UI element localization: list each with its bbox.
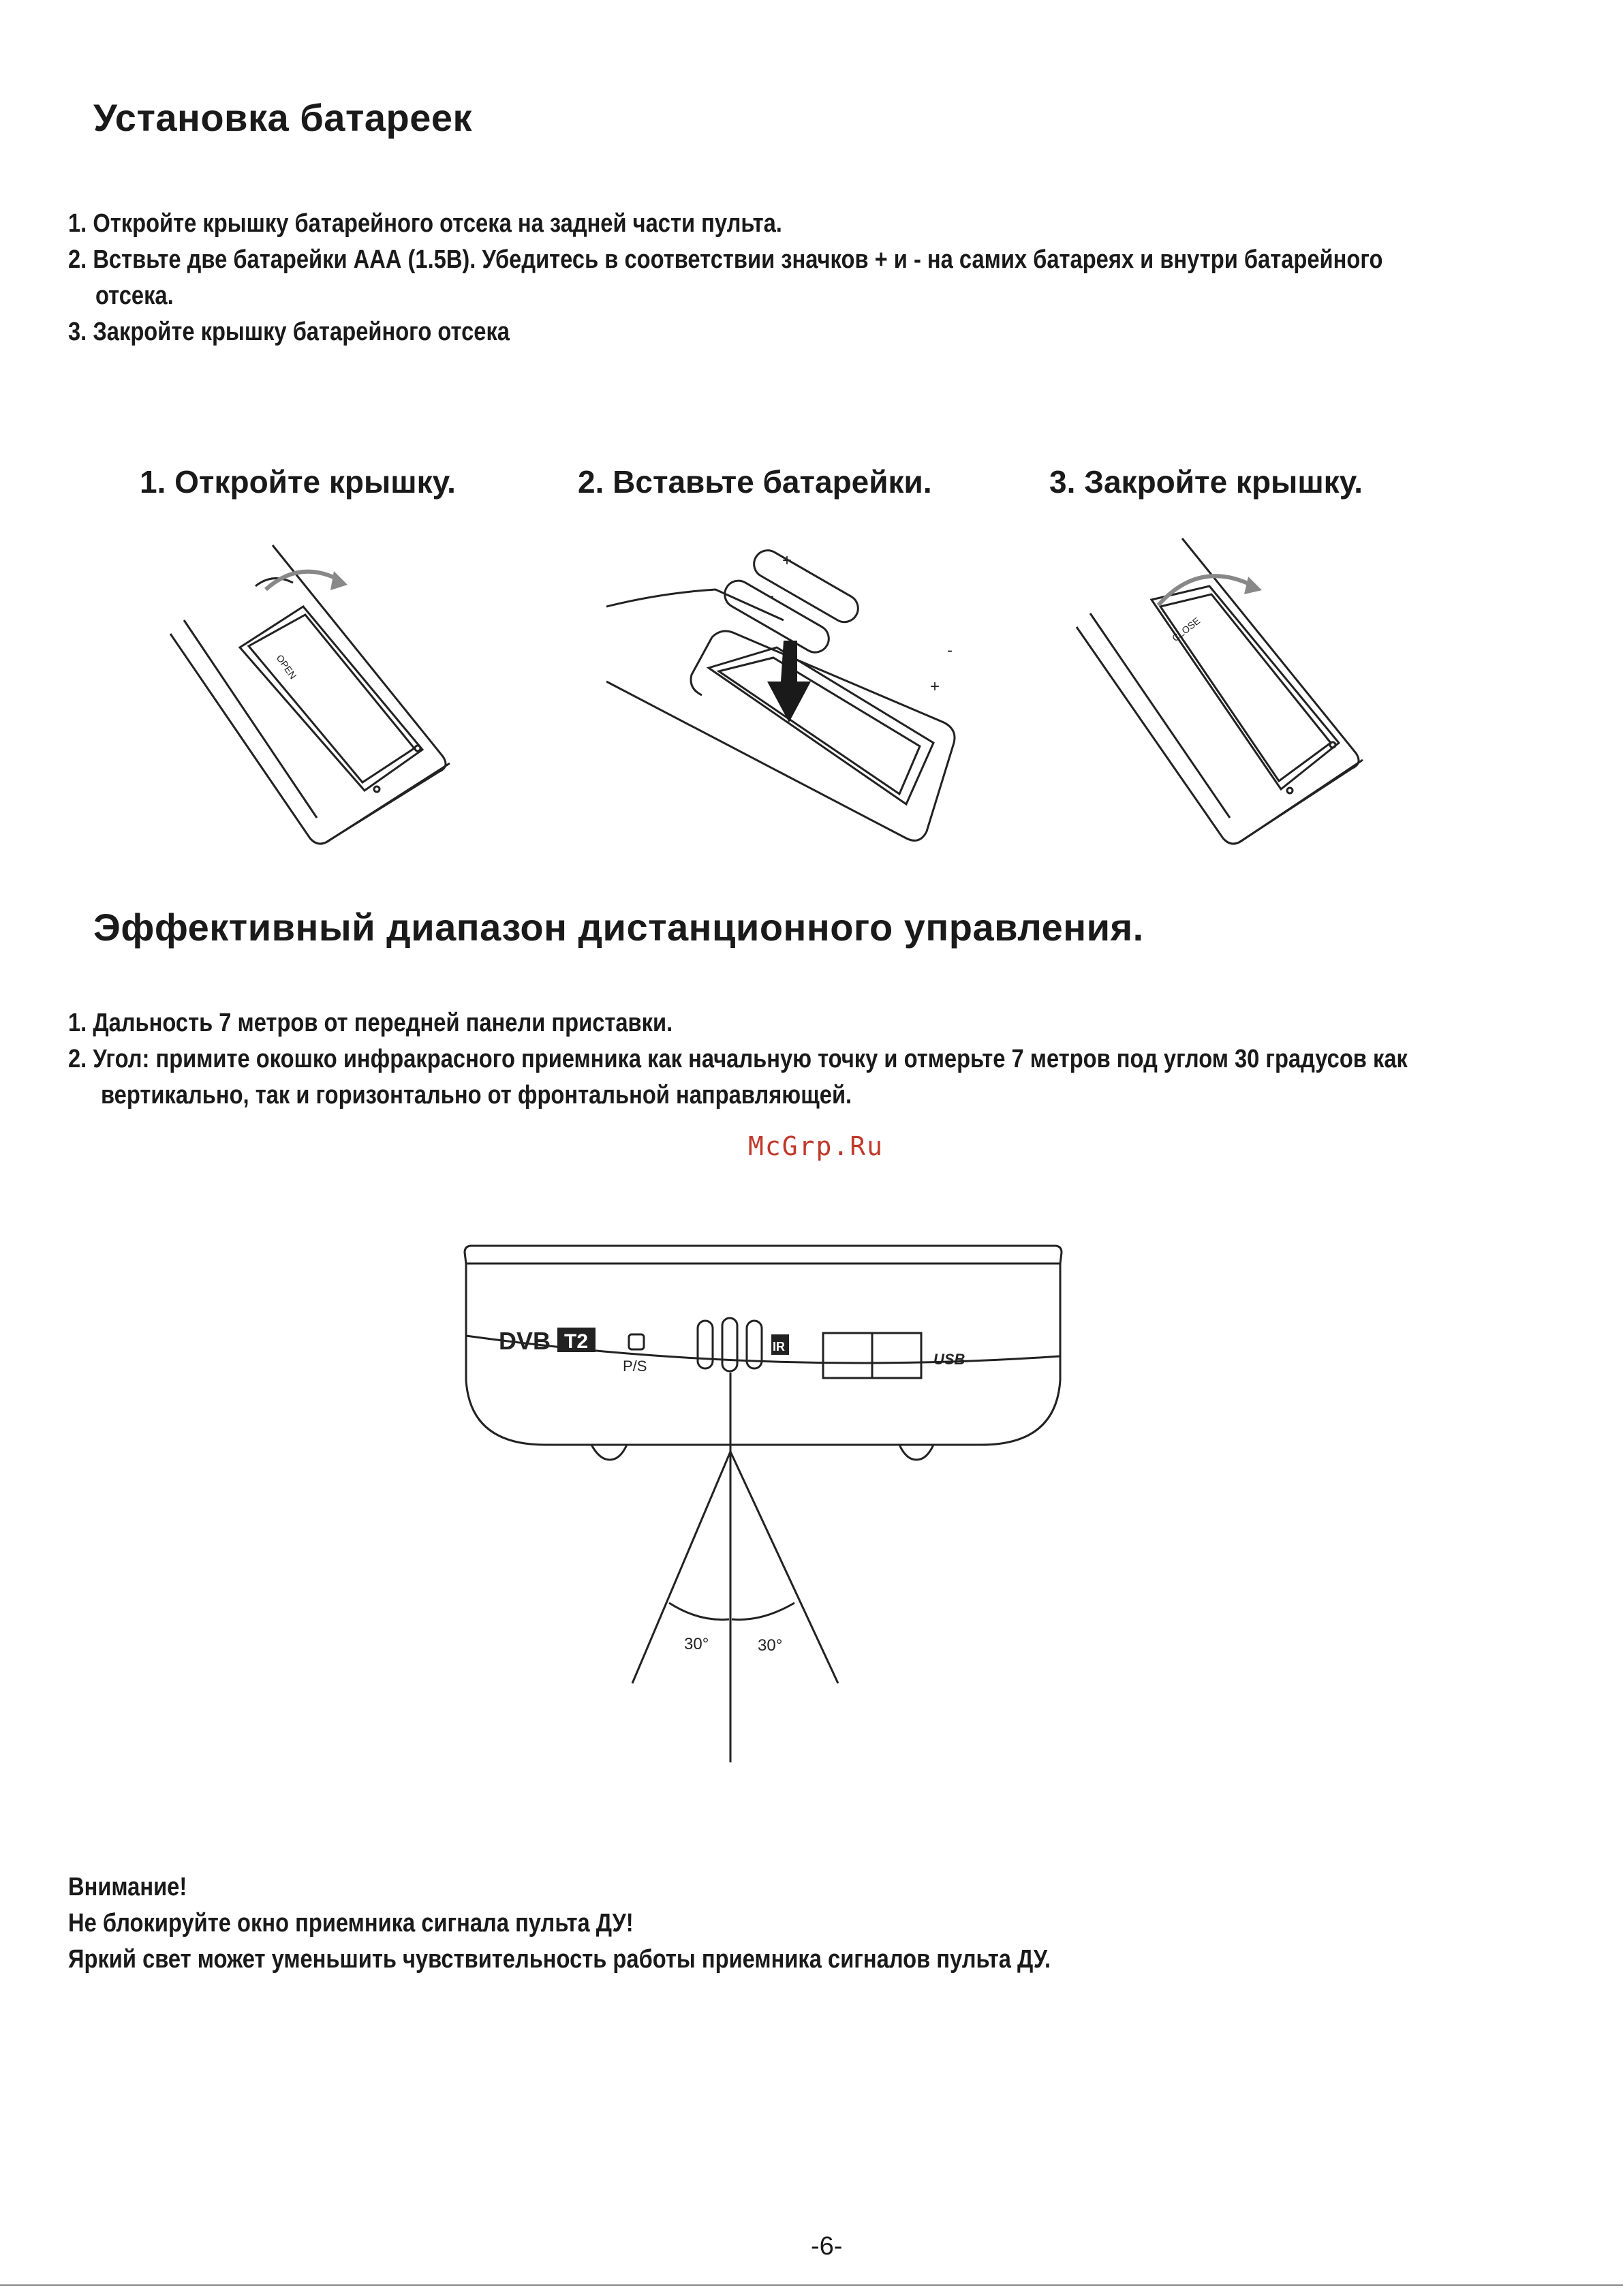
battery-plus-bottom: +: [930, 677, 940, 696]
t2-badge: T2: [564, 1330, 589, 1353]
battery-plus-top: +: [782, 551, 792, 570]
remote-close-cover-illustration: [1070, 532, 1383, 859]
illustration-caption-close: 3. Закройте крышку.: [1049, 464, 1363, 500]
battery-step-1: 1. Откройте крышку батарейного отсека на задней части пульта.: [68, 209, 782, 238]
battery-step-2: 2. Вствьте две батарейки ААА (1.5В). Убедитесь в соответствии значков + и - на самих батареях и внутри батарейного: [68, 245, 1383, 274]
watermark: McGrp.Ru: [748, 1131, 884, 1161]
angle-right-label: 30°: [758, 1636, 783, 1655]
footer-rule: [0, 2284, 1623, 2286]
open-label: OPEN: [274, 652, 299, 682]
ps-label: P/S: [623, 1358, 647, 1375]
battery-minus-right: -: [947, 641, 953, 660]
warning-line-2: Яркий свет может уменьшить чувствительность работы приемника сигналов пульта ДУ.: [68, 1945, 1051, 1974]
page-number: -6-: [811, 2232, 843, 2261]
warning-line-1: Не блокируйте окно приемника сигнала пульта ДУ!: [68, 1909, 634, 1938]
range-section-title: Эффективный диапазон дистанционного управления.: [93, 906, 1144, 949]
illustration-caption-insert: 2. Вставьте батарейки.: [578, 464, 932, 500]
illustration-caption-open: 1. Откройте крышку.: [140, 464, 456, 500]
remote-insert-batteries-illustration: [606, 545, 961, 859]
battery-section-title: Установка батареек: [93, 96, 473, 139]
range-item-2-cont: вертикально, так и горизонтально от фронтальной направляющей.: [101, 1081, 852, 1109]
remote-open-cover-illustration: [164, 532, 463, 859]
range-item-1: 1. Дальность 7 метров от передней панели приставки.: [68, 1009, 673, 1037]
ir-label: IR: [773, 1340, 785, 1353]
close-label: CLOSE: [1169, 615, 1203, 644]
angle-left-label: 30°: [684, 1635, 709, 1653]
dvb-logo: DVB: [499, 1327, 551, 1355]
battery-step-3: 3. Закройте крышку батарейного отсека: [68, 318, 510, 346]
usb-label: USB: [933, 1351, 965, 1368]
battery-step-2-cont: отсека.: [95, 281, 174, 310]
warning-heading: Внимание!: [68, 1873, 187, 1901]
battery-minus-left: -: [769, 587, 774, 605]
range-item-2: 2. Угол: примите окошко инфракрасного приемника как начальную точку и отмерьте 7 метров под углом 30 градусов как: [68, 1045, 1408, 1073]
receiver-ir-range-diagram: [450, 1240, 1077, 1772]
